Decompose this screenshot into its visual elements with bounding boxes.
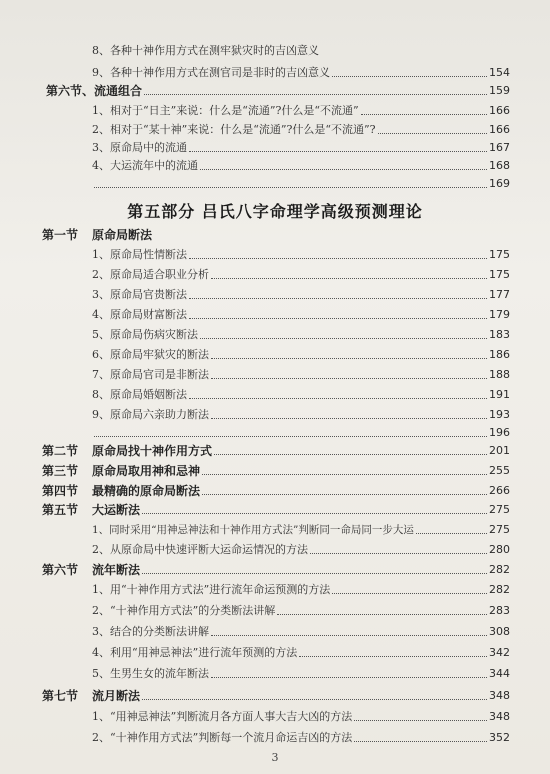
leader (189, 318, 487, 319)
toc-item-text: 5、生男生女的流年断法 (92, 667, 209, 680)
leader (299, 656, 487, 657)
leader (200, 338, 487, 339)
leader (361, 114, 487, 115)
section-title: 流月断法 (92, 689, 141, 703)
toc-page: 342 (489, 646, 510, 659)
toc-section (42, 559, 510, 577)
toc-item (92, 384, 510, 402)
toc-item-text: 8、原命局婚姻断法 (92, 388, 187, 401)
toc-item (92, 422, 510, 440)
leader (416, 533, 487, 534)
toc-item-text: 3、原命局中的流通 (92, 141, 187, 154)
leader (189, 398, 487, 399)
toc-item-text: 2、“十神作用方式法”的分类断法讲解 (92, 604, 276, 617)
toc-item (92, 621, 510, 639)
toc-page: 169 (489, 177, 510, 190)
section-title: 原命局断法 (92, 228, 153, 242)
section-title: 最精确的原命局断法 (92, 484, 201, 498)
toc-item (92, 137, 510, 155)
toc-page: 175 (489, 268, 510, 281)
toc-item-text: 1、用“十神作用方式法”进行流年命运预测的方法 (92, 583, 331, 596)
toc-page: 193 (489, 408, 510, 421)
toc-page: 166 (489, 104, 510, 117)
toc-page: 352 (489, 731, 510, 744)
section-num: 第六节 (42, 563, 79, 577)
section-title: 流通组合 (94, 84, 143, 98)
toc-item-text: 2、从原命局中快速评断大运命运情况的方法 (92, 543, 308, 556)
toc-section (42, 440, 510, 458)
toc-item (92, 100, 510, 118)
toc-item (92, 324, 510, 342)
leader (142, 513, 487, 514)
toc-item (92, 344, 510, 362)
leader (211, 635, 487, 636)
leader (354, 741, 487, 742)
toc-item (92, 244, 510, 262)
toc-page: 283 (489, 604, 510, 617)
toc-item (92, 404, 510, 422)
toc-section-text (42, 689, 140, 703)
section-num: 第三节 (42, 464, 79, 478)
leader (202, 474, 487, 475)
toc-item-text: 2、相对于“某十神”来说：什么是“流通”?什么是“不流通”? (92, 123, 376, 136)
toc-page: 177 (489, 288, 510, 301)
toc-item (92, 642, 510, 660)
toc-item-text: 1、相对于“日主”来说：什么是“流通”?什么是“不流通” (92, 104, 359, 117)
section-num: 第一节 (42, 228, 79, 242)
page-number: 3 (271, 751, 279, 764)
toc-page: 255 (489, 464, 510, 477)
leader (332, 76, 487, 77)
section-title: 大运断法 (92, 503, 141, 517)
toc-item (92, 706, 510, 724)
leader (144, 94, 487, 95)
leader (214, 454, 487, 455)
toc-section (42, 224, 510, 242)
toc-item-text: 8、各种十神作用方式在测牢狱灾时的吉凶意义 (92, 44, 319, 57)
toc-section (42, 499, 510, 517)
toc-item-text: 3、原命局官贵断法 (92, 288, 187, 301)
toc-section-text (42, 503, 140, 517)
toc-item-text: 6、原命局牢狱灾的断法 (92, 348, 209, 361)
toc-item (92, 40, 510, 58)
toc-section (42, 480, 510, 498)
toc-section-text (42, 228, 152, 242)
section-num: 第五节 (42, 503, 79, 517)
toc-item-text: 5、原命局伤病灾断法 (92, 328, 198, 341)
toc-page: 186 (489, 348, 510, 361)
leader (211, 677, 487, 678)
toc-section-text (42, 484, 200, 498)
toc-item (92, 119, 510, 137)
toc-page: 282 (489, 583, 510, 596)
toc-item (92, 727, 510, 745)
toc-item-text: 9、各种十神作用方式在测官司是非时的吉凶意义 (92, 66, 330, 79)
toc-item-text: 1、原命局性情断法 (92, 248, 187, 261)
toc-item-text: 2、“十神作用方式法”判断每一个流月命运吉凶的方法 (92, 731, 353, 744)
section-num: 第七节 (42, 689, 79, 703)
toc-item (92, 284, 510, 302)
toc-item-text: 7、原命局官司是非断法 (92, 368, 209, 381)
toc-item (92, 304, 510, 322)
leader (354, 720, 487, 721)
leader (211, 418, 487, 419)
leader (211, 378, 487, 379)
leader (211, 278, 487, 279)
section-num: 第四节 (42, 484, 79, 498)
toc-section (46, 80, 510, 98)
leader (142, 699, 487, 700)
leader (277, 614, 487, 615)
toc-page: 275 (489, 523, 510, 536)
toc-item-text: 4、利用“用神忌神法”进行流年预测的方法 (92, 646, 298, 659)
toc-item-text: 1、“用神忌神法”判断流月各方面人事大吉大凶的方法 (92, 710, 353, 723)
toc-page: 166 (489, 123, 510, 136)
leader (189, 298, 487, 299)
toc-section (42, 460, 510, 478)
leader (378, 133, 487, 134)
toc-page: 188 (489, 368, 510, 381)
toc-page: 266 (489, 484, 510, 497)
toc-page: 308 (489, 625, 510, 638)
leader (189, 151, 487, 152)
toc-page: 348 (489, 710, 510, 723)
toc-page: 344 (489, 667, 510, 680)
toc-item-text: 4、原命局财富断法 (92, 308, 187, 321)
leader (202, 494, 487, 495)
toc-item (92, 62, 510, 80)
leader (332, 593, 487, 594)
toc-page: 183 (489, 328, 510, 341)
toc-item (92, 539, 510, 557)
section-num: 第二节 (42, 444, 79, 458)
toc-page: 348 (489, 689, 510, 702)
toc-page: 196 (489, 426, 510, 439)
toc-item (92, 364, 510, 382)
leader (211, 358, 487, 359)
leader (94, 187, 487, 188)
toc-page: 175 (489, 248, 510, 261)
toc-page: 179 (489, 308, 510, 321)
toc-section-text (42, 444, 212, 458)
leader (142, 573, 487, 574)
toc-item (92, 519, 510, 537)
toc-section-text (42, 563, 140, 577)
section-title: 流年断法 (92, 563, 141, 577)
toc-page: 191 (489, 388, 510, 401)
toc-page: 280 (489, 543, 510, 556)
section-title: 原命局取用神和忌神 (92, 464, 201, 478)
toc-item-text: 2、原命局适合职业分析 (92, 268, 209, 281)
toc-page: 167 (489, 141, 510, 154)
toc-item (92, 579, 510, 597)
toc-page: 168 (489, 159, 510, 172)
section-num: 第六节 (46, 84, 83, 98)
toc-item-text: 9、原命局六亲助力断法 (92, 408, 209, 421)
leader (189, 258, 487, 259)
toc-section-text: 第六节、流通组合 (46, 84, 143, 98)
section-title: 原命局找十神作用方式 (92, 444, 213, 458)
leader (200, 169, 487, 170)
toc-page: 159 (489, 84, 510, 97)
toc-page: 154 (489, 66, 510, 79)
toc-section-text (42, 464, 200, 478)
toc-page: 201 (489, 444, 510, 457)
toc-item-text: 1、同时采用“用神忌神法和十神作用方式法”判断同一命局同一步大运 (92, 524, 414, 536)
toc-item (92, 663, 510, 681)
part-heading: 第五部分 吕氏八字命理学高级预测理论 (127, 202, 423, 221)
toc-item (92, 600, 510, 618)
leader (310, 553, 487, 554)
toc-item (92, 264, 510, 282)
toc-item (92, 173, 510, 191)
toc-section (42, 685, 510, 703)
leader (94, 436, 487, 437)
toc-item-text: 3、结合的分类断法讲解 (92, 625, 209, 638)
toc-item (92, 155, 510, 173)
toc-item-text: 4、大运流年中的流通 (92, 159, 198, 172)
toc-page: 275 (489, 503, 510, 516)
toc-page: 282 (489, 563, 510, 576)
